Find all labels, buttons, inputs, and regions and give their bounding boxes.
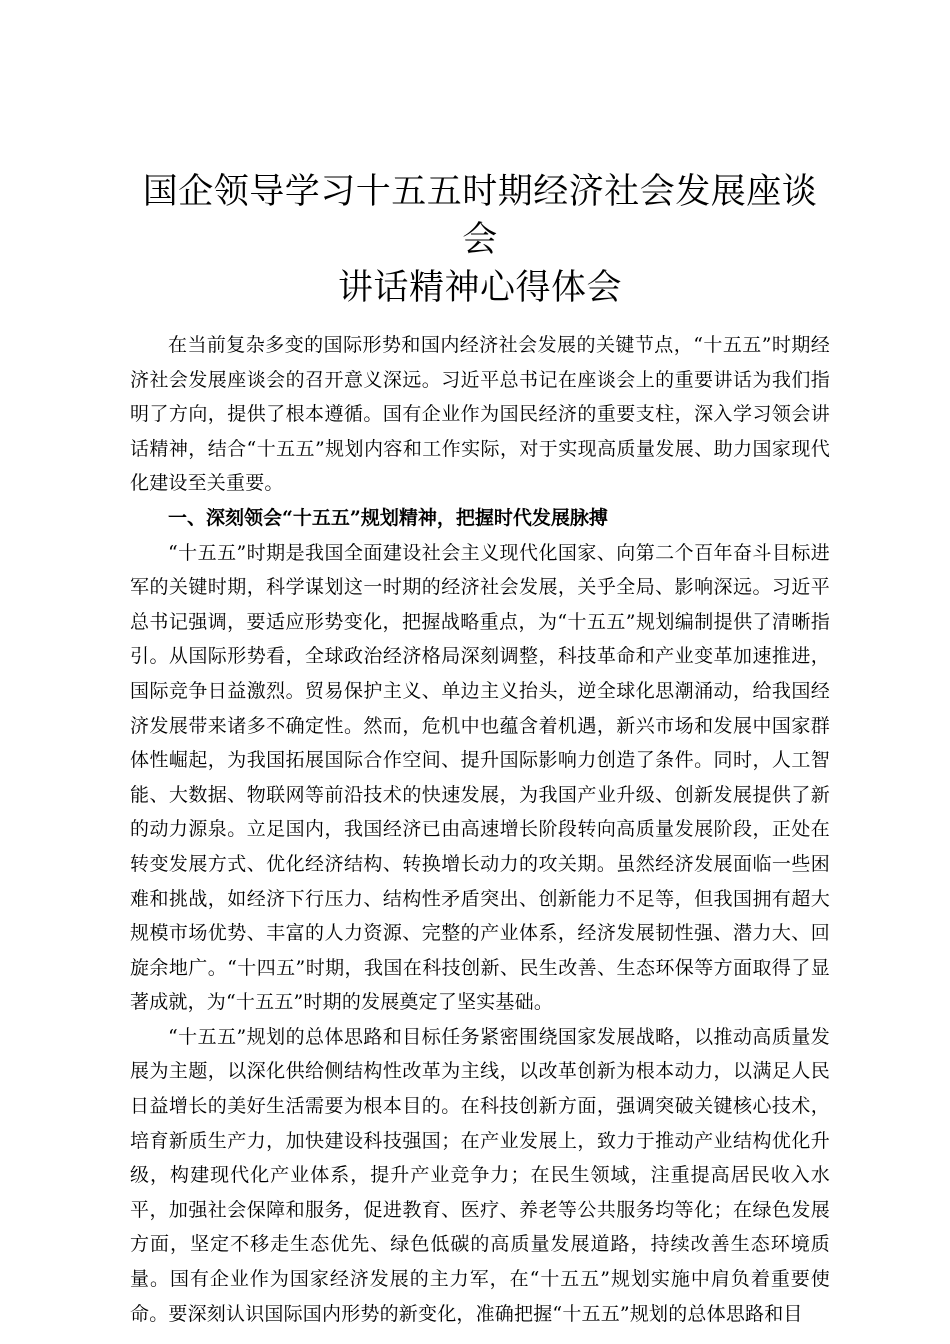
body-paragraph-1: “十五五”时期是我国全面建设社会主义现代化国家、向第二个百年奋斗目标进军的关键时期，科学谋划这一时期的经济社会发展，关乎全局、影响深远。习近平总书记强调，要适应形势变化，把握战略重点，为“十五五”规划编制提供了清晰指引。从国际形势看，全球政治经济格局深刻调整，科技革命和产业变革加速推进，国际竞争日益激烈。贸易保护主义、单边主义抬头，逆全球化思潮涌动，给我国经济发展带来诸多不确定性。然而，危机中也蕴含着机遇，新兴市场和发展中国家群体性崛起，为我国拓展国际合作空间、提升国际影响力创造了条件。同时，人工智能、大数据、物联网等前沿技术的快速发展，为我国产业升级、创新发展提供了新的动力源泉。立足国内，我国经济已由高速增长阶段转向高质量发展阶段，正处在转变发展方式、优化经济结构、转换增长动力的攻关期。虽然经济发展面临一些困难和挑战，如经济下行压力、结构性矛盾突出、创新能力不足等，但我国拥有超大规模市场优势、丰富的人力资源、完整的产业体系，经济发展韧性强、潜力大、回旋余地广。“十四五”时期，我国在科技创新、民生改善、生态环保等方面取得了显著成就，为“十五五”时期的发展奠定了坚实基础。 [130,541,830,1014]
intro-paragraph: 在当前复杂多变的国际形势和国内经济社会发展的关键节点，“十五五”时期经济社会发展座谈会的召开意义深远。习近平总书记在座谈会上的重要讲话为我们指明了方向，提供了根本遵循。国有企业作为国民经济的重要支柱，深入学习领会讲话精神，结合“十五五”规划内容和工作实际，对于实现高质量发展、助力国家现代化建设至关重要。 [130,334,830,495]
section-heading-1: 一、深刻领会“十五五”规划精神，把握时代发展脉搏 [168,506,608,529]
body-paragraph-2: “十五五”规划的总体思路和目标任务紧密围绕国家发展战略，以推动高质量发展为主题，以深化供给侧结构性改革为主线，以改革创新为根本动力，以满足人民日益增长的美好生活需要为根本目的。在科技创新方面，强调突破关键核心技术，培育新质生产力，加快建设科技强国；在产业发展上，致力于推动产业结构优化升级，构建现代化产业体系，提升产业竞争力；在民生领域，注重提高居民收入水平，加强社会保障和服务，促进教育、医疗、养老等公共服务均等化；在绿色发展方面，坚定不移走生态优先、绿色低碳的高质量发展道路，持续改善生态环境质量。国有企业作为国家经济发展的主力军，在“十五五”规划实施中肩负着重要使命。要深刻认识国际国内形势的新变化，准确把握“十五五”规划的总体思路和目 [130,1025,830,1325]
document-title [130,168,830,312]
title-line-1: 国企领导学习十五五时期经济社会发展座谈会 [142,172,818,260]
title-line-2: 讲话精神心得体会 [337,268,622,308]
document-page [130,168,830,1331]
